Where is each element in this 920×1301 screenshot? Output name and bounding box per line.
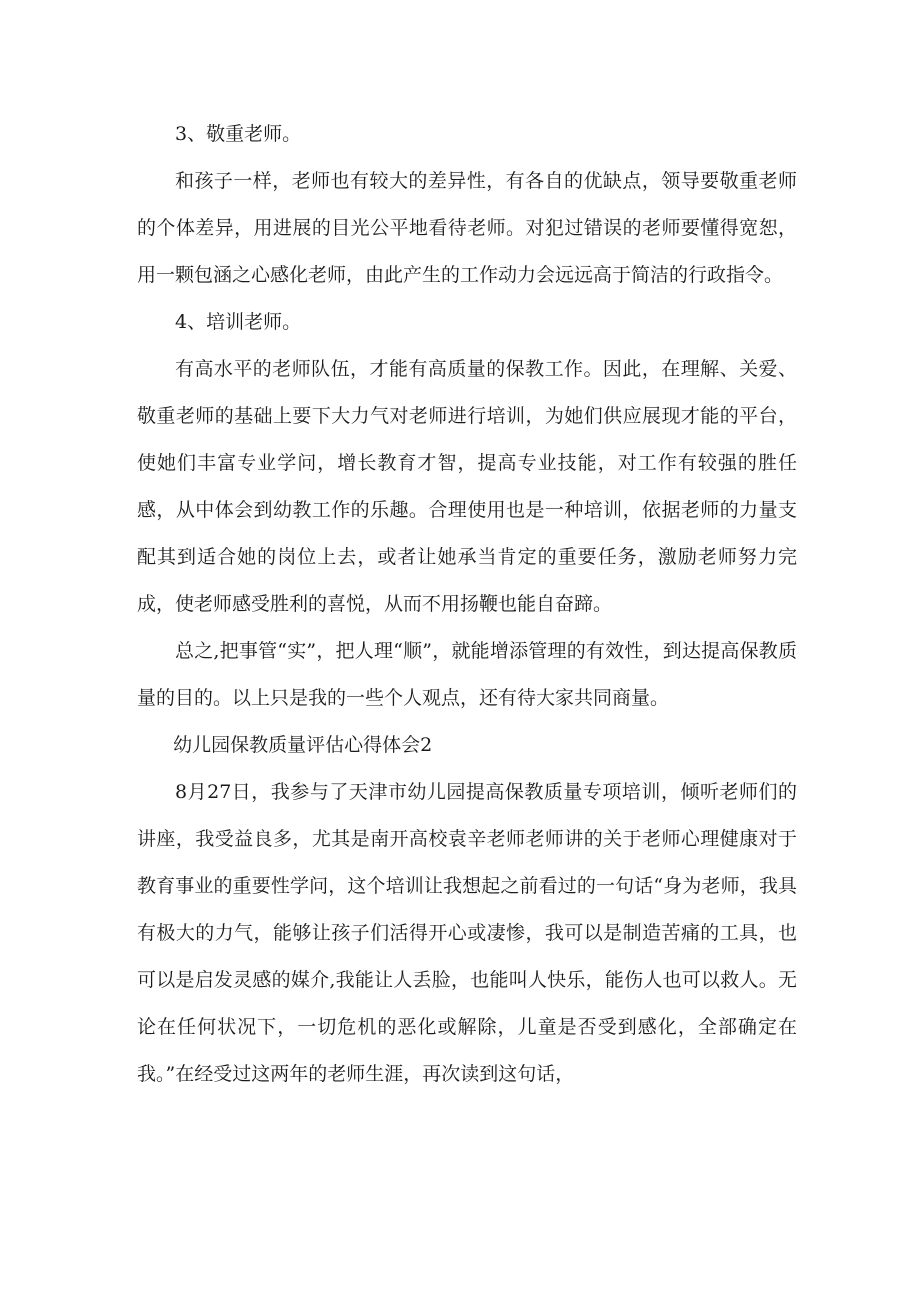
heading-train-teachers: 4、培训老师。 <box>175 311 302 333</box>
paragraph-conclusion: 总之,把事管“实”，把人理“顺”，就能增添管理的有效性，到达提高保教质量的目的。以上只是我的一些个人观点，还有待大家共同商量。 <box>137 640 797 709</box>
paragraph-training-experience: 8月27日，我参与了天津市幼儿园提高保教质量专项培训，倾听老师们的讲座，我受益良多，尤其是南开高校袁辛老师老师讲的关于老师心理健康对于教育事业的重要性学问，这个培训让我想起之前看过的一句话“身为老师，我具有极大的力气，能够让孩子们活得开心或凄惨，我可以是制造苦痛的工具，也可以是启发灵感的媒介,我能让人丢脸，也能叫人快乐，能伤人也可以救人。无论在任何状况下，一切危机的恶化或解除，儿童是否受到感化，全部确定在我。”在经受过这两年的老师生涯，再次读到这句话， <box>137 781 797 1085</box>
paragraph-respect-teachers: 和孩子一样，老师也有较大的差异性，有各自的优缺点，领导要敬重老师的个体差异，用进展的目光公平地看待老师。对犯过错误的老师要懂得宽恕，用一颗包涵之心感化老师，由此产生的工作动力会远远高于简洁的行政指令。 <box>137 170 797 286</box>
heading-respect-teachers: 3、敬重老师。 <box>175 123 302 145</box>
document-body <box>137 111 797 1098</box>
paragraph-train-teachers: 有高水平的老师队伍，才能有高质量的保教工作。因此，在理解、关爱、敬重老师的基础上要下大力气对老师进行培训，为她们供应展现才能的平台，使她们丰富专业学问，增长教育才智，提高专业技能，对工作有较强的胜任感，从中体会到幼教工作的乐趣。合理使用也是一种培训，依据老师的力量支配其到适合她的岗位上去，或者让她承当肯定的重要任务，激励老师努力完成，使老师感受胜利的喜悦，从而不用扬鞭也能自奋蹄。 <box>137 358 797 615</box>
section-title: 幼儿园保教质量评估心得体会2 <box>173 734 433 756</box>
